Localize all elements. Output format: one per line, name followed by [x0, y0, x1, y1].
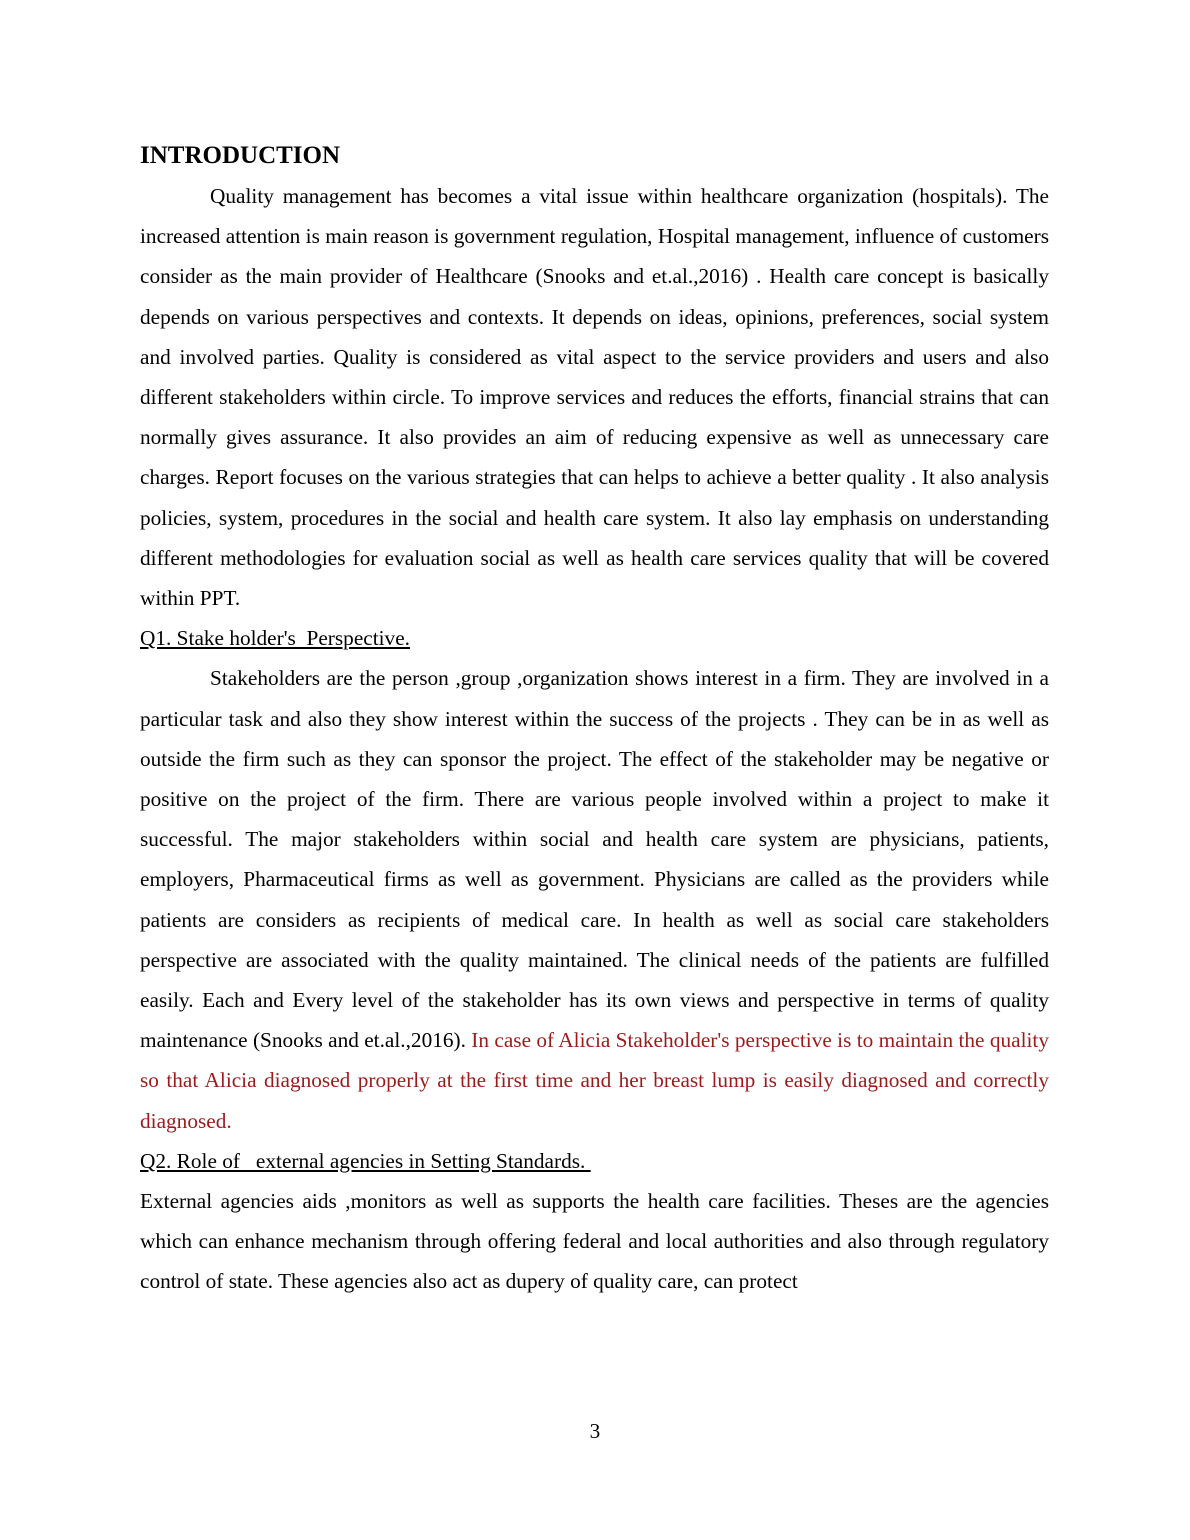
intro-paragraph: Quality management has becomes a vital issue within healthcare organization (hospitals). The increased attention is main reason is government regulation, Hospital management, influence of customers consider as the main provider of Healthcare (Snooks and et.al.,2016) . Health care concept is basically depends on various perspectives and contexts. It depends on ideas, opinions, preferences, social system and involved parties. Quality is considered as vital aspect to the service providers and users and also different stakeholders within circle. To improve services and reduces the efforts, financial strains that can normally gives assurance. It also provides an aim of reducing expensive as well as unnecessary care charges. Report focuses on the various strategies that can helps to achieve a better quality . It also analysis policies, system, procedures in the social and health care system. It also lay emphasis on understanding different methodologies for evaluation social as well as health care services quality that will be covered within PPT.: [140, 184, 1049, 611]
q1-paragraph-text: Stakeholders are the person ,group ,organization shows interest in a firm. They are involved in a particular task and also they show interest within the success of the projects . They can be in as well as outside the firm such as they can sponsor the project. The effect of the stakeholder may be negative or positive on the project of the firm. There are various people involved within a project to make it successful. The major stakeholders within social and health care system are physicians, patients, employers, Pharmaceutical firms as well as government. Physicians are called as the providers while patients are considers as recipients of medical care. In health as well as social care stakeholders perspective are associated with the quality maintained. The clinical needs of the patients are fulfilled easily. Each and Every level of the stakeholder has its own views and perspective in terms of quality maintenance (Snooks and et.al.,2016).: [140, 666, 1049, 1053]
page-number: 3: [589, 1419, 601, 1443]
q1-heading: Q1. Stake holder's Perspective.: [140, 626, 410, 651]
q1-highlight-text: In case of Alicia Stakeholder's perspective is to maintain the quality so that Alicia diagnosed properly at the first time and her breast lump is easily diagnosed and correctly diagnosed.: [140, 1028, 1049, 1133]
q1-paragraph: [140, 658, 1049, 1140]
q2-heading: Q2. Role of external agencies in Setting Standards.: [140, 1148, 591, 1173]
q2-paragraph: External agencies aids ,monitors as well as supports the health care facilities. Theses are the agencies which can enhance mechanism through offering federal and local authorities and also through regulatory control of state. These agencies also act as dupery of quality care, can protect: [140, 1189, 1049, 1294]
page-title: INTRODUCTION: [140, 142, 341, 169]
page-content: [140, 138, 1049, 1302]
